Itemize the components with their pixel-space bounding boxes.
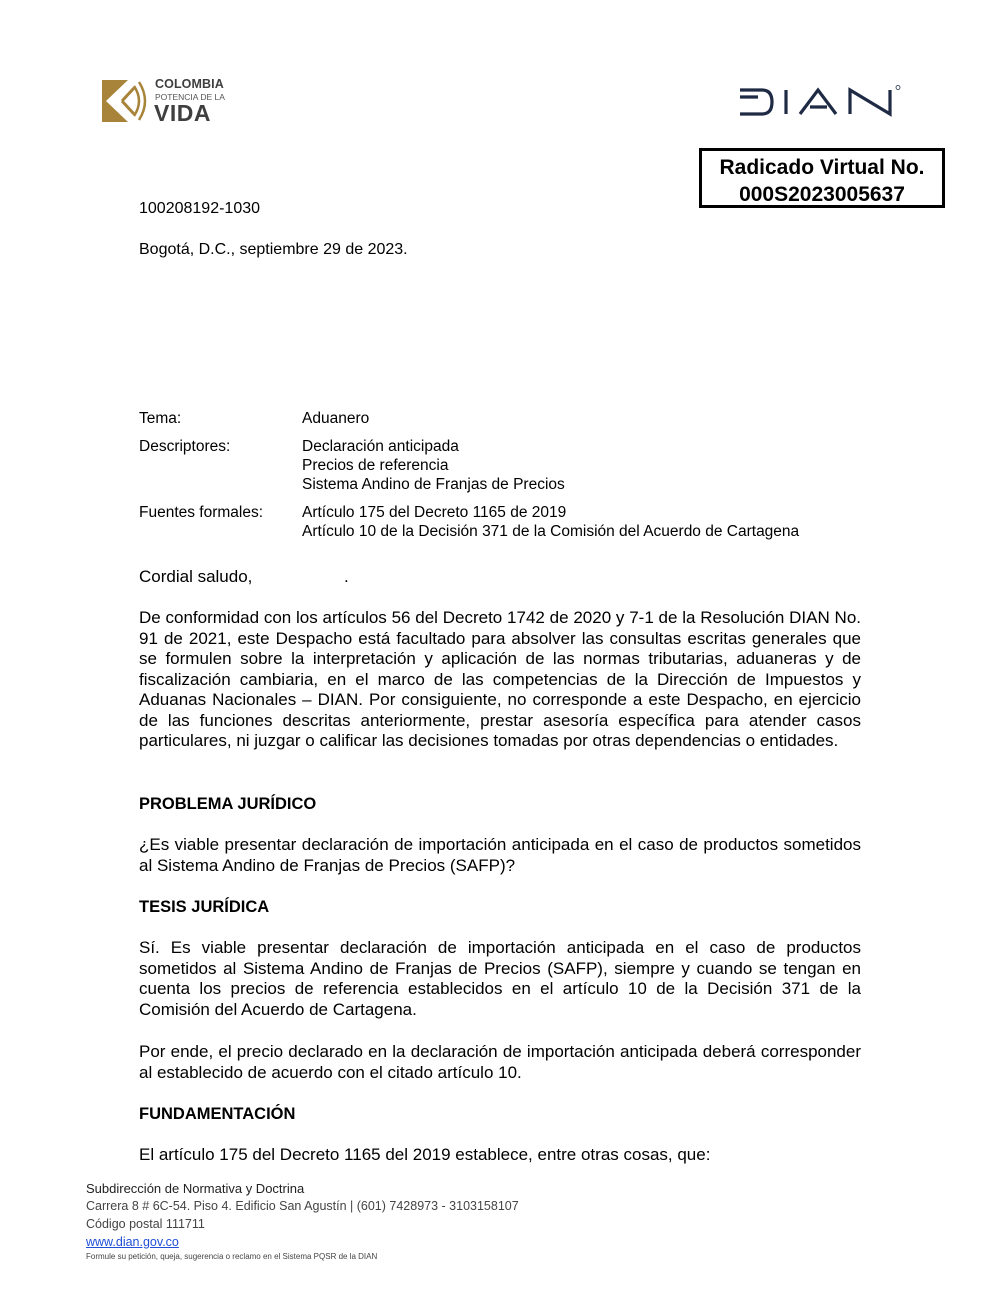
problema-heading: PROBLEMA JURÍDICO (139, 795, 317, 813)
descriptores-list (302, 437, 565, 494)
descriptor-item: Precios de referencia (302, 457, 449, 474)
problema-paragraph: ¿Es viable presentar declaración de importación anticipada en el caso de productos sometidos al Sistema Andino de Franjas de Precios (SAFP)? (139, 835, 861, 875)
logo-text-colombia: COLOMBIA (155, 77, 224, 91)
footer-office: Subdirección de Normativa y Doctrina (86, 1181, 305, 1196)
colombia-emblem-icon (98, 78, 148, 124)
fuente-item: Artículo 175 del Decreto 1165 de 2019 (302, 504, 567, 521)
reference-number: 100208192-1030 (139, 200, 261, 217)
intro-paragraph: De conformidad con los artículos 56 del Decreto 1742 de 2020 y 7-1 de la Resolución DIAN No. 91 de 2021, este Despacho está facultado para absolver las consultas escritas generales que se formulen sobre la interpretación y aplicación de las normas tributarias, aduaneras y de fiscalización cambiaria, en el marco de las competencias de la Dirección de Impuestos y Aduanas Nacionales – DIAN. Por consiguiente, no corresponde a este Despacho, en ejercicio de las funciones descritas anteriormente, prestar asesoría específica para atender casos particulares, ni juzgar o calificar las decisiones tomadas por otras dependencias o entidades. (139, 608, 861, 750)
descriptor-item: Declaración anticipada (302, 438, 459, 455)
tesis-paragraph-2: Por ende, el precio declarado en la declaración de importación anticipada deberá corresponder al establecido de acuerdo con el citado artículo 10. (139, 1042, 861, 1082)
descriptores-label: Descriptores: (139, 438, 231, 455)
footer-address: Carrera 8 # 6C-54. Piso 4. Edificio San Agustín | (601) 7428973 - 3103158107 (86, 1199, 519, 1213)
logo-text-vida: VIDA (154, 100, 211, 126)
fundamentacion-paragraph: El artículo 175 del Decreto 1165 del 2019 establece, entre otras cosas, que: (139, 1145, 711, 1164)
tema-value: Aduanero (302, 410, 370, 427)
logo-text-potencia: POTENCIA DE LA (155, 92, 225, 102)
radicado-number: 000S2023005637 (739, 183, 905, 206)
footer-website-link[interactable]: www.dian.gov.co (86, 1235, 179, 1249)
fuentes-list (302, 503, 799, 541)
greeting-dot: . (344, 567, 349, 586)
radicado-label: Radicado Virtual No. (719, 156, 925, 179)
radicado-box (699, 148, 945, 208)
descriptor-item: Sistema Andino de Franjas de Precios (302, 476, 565, 493)
greeting: Cordial saludo, (139, 567, 253, 586)
dian-logo (738, 84, 904, 120)
footer-postal: Código postal 111711 (86, 1217, 205, 1231)
footer-pqsr-note: Formule su petición, queja, sugerencia o reclamo en el Sistema PQSR de la DIAN (86, 1252, 378, 1261)
tesis-paragraph-1: Sí. Es viable presentar declaración de importación anticipada en el caso de productos sometidos al Sistema Andino de Franjas de Precios (SAFP), siempre y cuando se tengan en cuenta los precios de referencia establecidos en el artículo 10 de la Decisión 371 de la Comisión del Acuerdo de Cartagena. (139, 938, 861, 1019)
colombia-potencia-de-la-vida-logo (98, 76, 230, 126)
date-line: Bogotá, D.C., septiembre 29 de 2023. (139, 241, 408, 258)
fuentes-label: Fuentes formales: (139, 504, 264, 521)
fundamentacion-heading: FUNDAMENTACIÓN (139, 1105, 296, 1123)
tesis-heading: TESIS JURÍDICA (139, 898, 270, 916)
fuente-item: Artículo 10 de la Decisión 371 de la Comisión del Acuerdo de Cartagena (302, 523, 800, 540)
tema-label: Tema: (139, 410, 182, 427)
